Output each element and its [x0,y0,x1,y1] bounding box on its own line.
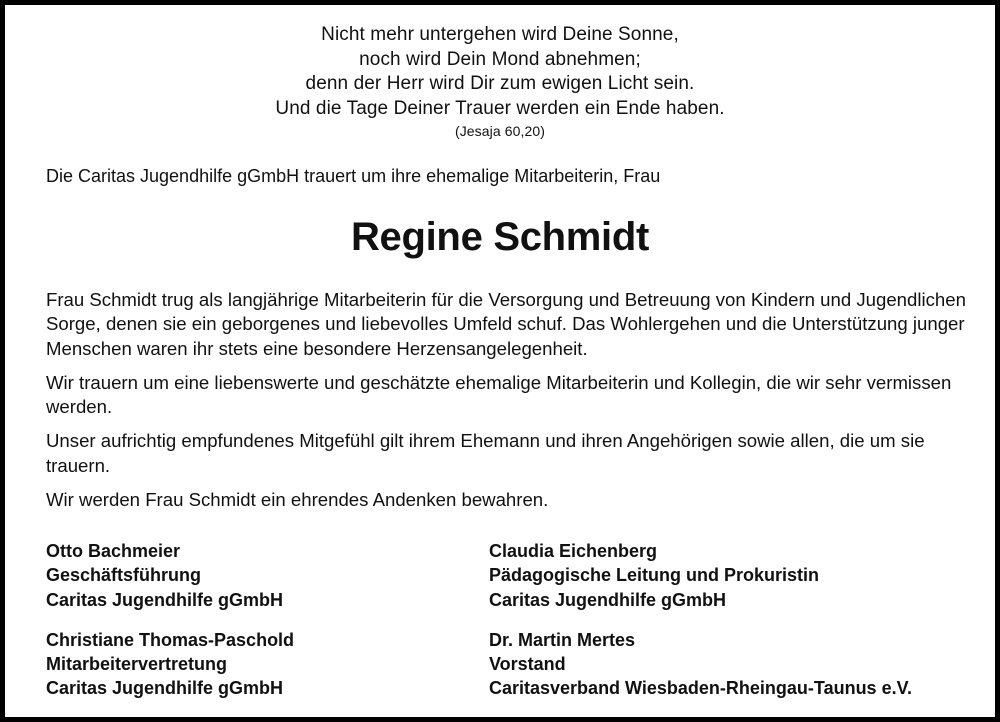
signatory-organization: Caritas Jugendhilfe gGmbH [46,678,284,699]
verse-line: denn der Herr wird Dir zum ewigen Licht sein. [305,73,695,94]
signature-block [46,539,294,612]
signatory-role: Vorstand [489,654,566,675]
verse-reference: (Jesaja 60,20) [454,123,546,139]
body-paragraph: Wir trauern um eine liebenswerte und geschätzte ehemalige Mitarbeiterin und Kollegin, die wir sehr vermissen werden. [46,371,952,418]
signature-block [46,628,294,701]
signatory-name: Dr. Martin Mertes [489,629,636,650]
signatory-role: Pädagogische Leitung und Prokuristin [489,565,820,586]
signatory-role: Mitarbeitervertretung [46,654,228,675]
deceased-name: Regine Schmidt [350,215,650,259]
signatory-organization: Caritas Jugendhilfe gGmbH [46,589,284,610]
signatory-organization: Caritas Jugendhilfe gGmbH [489,589,727,610]
body-paragraph: Wir werden Frau Schmidt ein ehrendes Andenken bewahren. [46,489,549,511]
signatory-organization: Caritasverband Wiesbaden-Rheingau-Taunus e.V. [489,678,912,699]
obituary-body [46,288,966,522]
intro-line: Die Caritas Jugendhilfe gGmbH trauert um ihre ehemalige Mitarbeiterin, Frau [46,166,661,186]
signatory-role: Geschäftsführung [46,565,202,586]
body-paragraph: Unser aufrichtig empfundenes Mitgefühl gilt ihrem Ehemann und ihren Angehörigen sowie allen, die um sie trauern. [46,430,925,476]
signatures-right [489,539,912,717]
signatory-name: Claudia Eichenberg [489,541,658,561]
signatory-name: Otto Bachmeier [46,541,181,561]
signature-block [489,539,912,612]
verse-line: Nicht mehr untergehen wird Deine Sonne, [321,24,679,45]
signature-block [489,628,912,701]
verse-line: noch wird Dein Mond abnehmen; [359,48,641,70]
signatures-left [46,539,294,717]
verse-line: Und die Tage Deiner Trauer werden ein Ende haben. [275,97,725,119]
signatory-name: Christiane Thomas-Paschold [46,629,295,650]
body-paragraph: Frau Schmidt trug als langjährige Mitarbeiterin für die Versorgung und Betreuung von Kindern und Jugendlichen Sorge, denen sie ein geborgenes und liebevolles Umfeld schuf. Das Wohlergehen und die Unterstützung junger Menschen waren ihr stets eine besondere Herzensangelegenheit. [46,289,966,359]
obituary-notice [5,5,995,717]
bible-verse [5,23,995,141]
